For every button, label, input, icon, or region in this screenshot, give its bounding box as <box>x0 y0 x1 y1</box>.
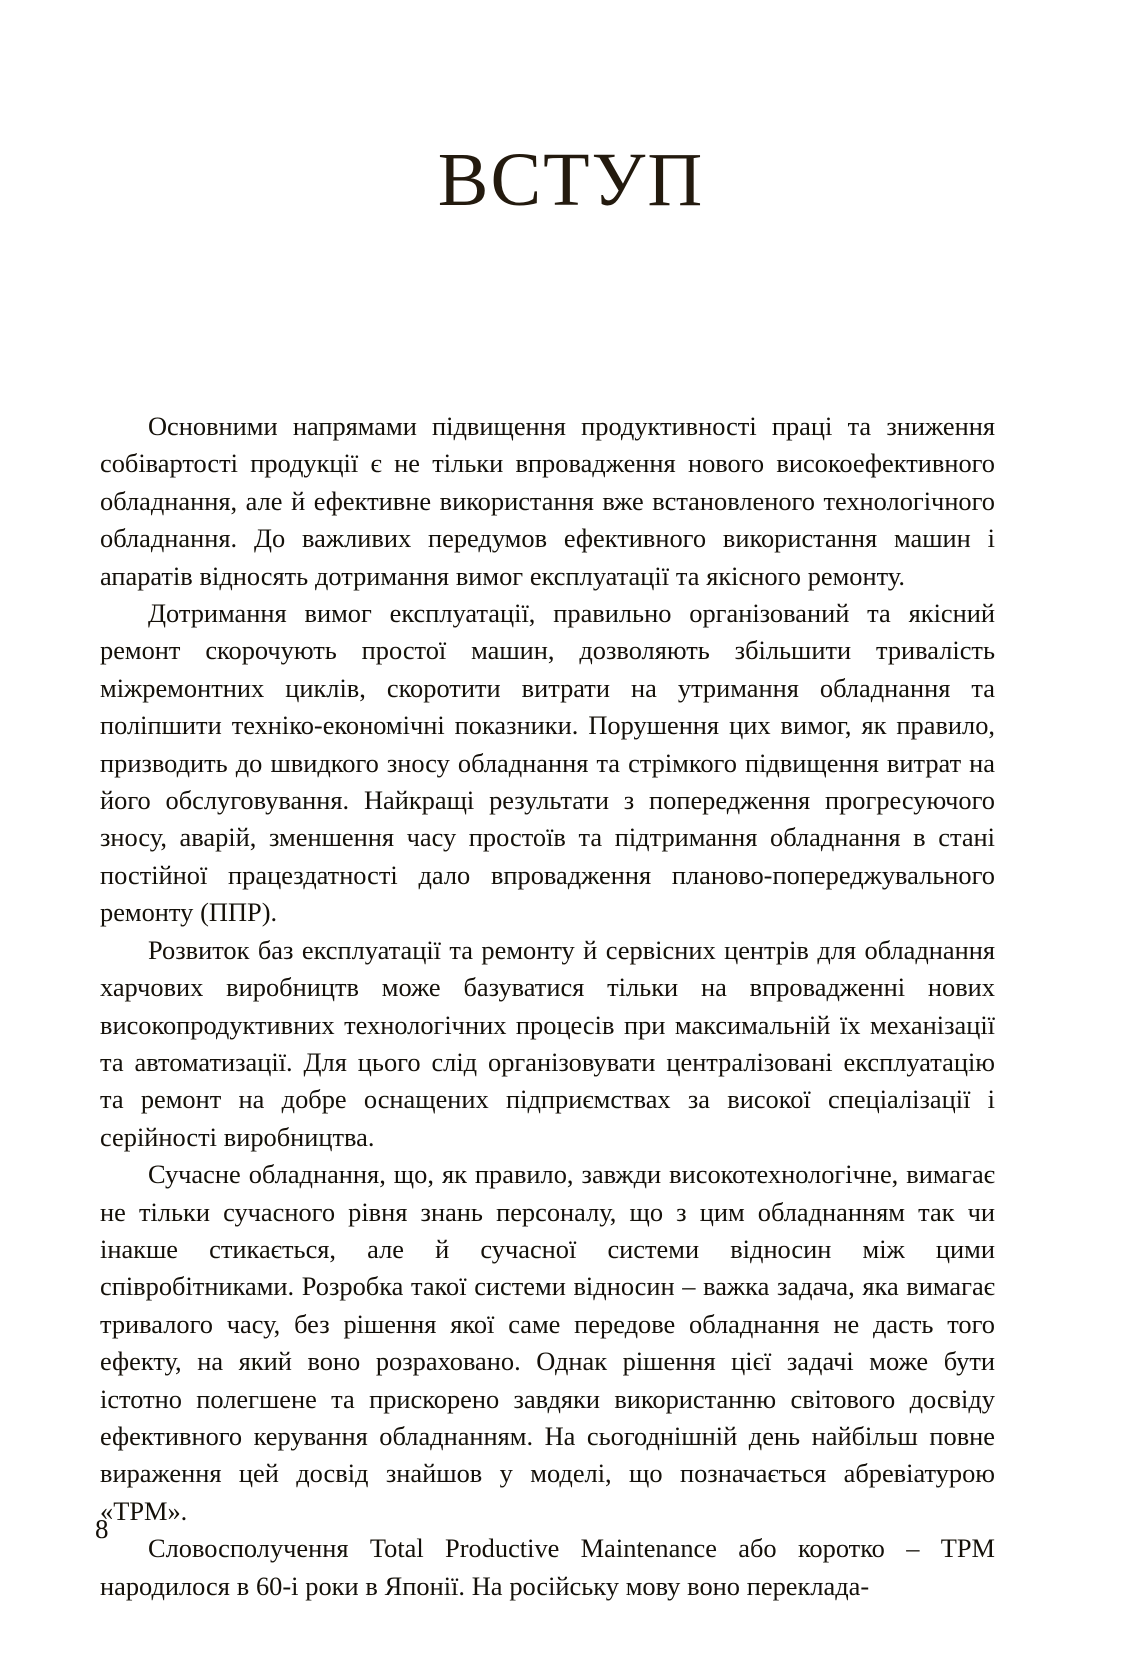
page-title: ВСТУП <box>437 138 705 222</box>
paragraph-2: Дотримання вимог експлуатації, правильно організований та якісний ремонт скорочують простої машин, дозволяють збільшити тривалість міжремонтних циклів, скоротити витрати на утримання обладнання та поліпшити техніко-економічні показники. Порушення цих вимог, як правило, призводить до швидкого зносу обладнання та стрімкого підвищення витрат на його обслуговування. Найкращі результати з попередження прогресуючого зносу, аварій, зменшення часу простоїв та підтримання обладнання в стані постійної працездатності дало впровадження планово-попереджувального ремонту (ППР). <box>100 598 995 928</box>
paragraph-1: Основними напрямами підвищення продуктивності праці та зниження собівартості продукції є не тільки впровадження нового високоефективного обладнання, але й ефективне використання вже встановленого технологічного обладнання. До важливих передумов ефективного використання машин і апаратів відносять дотримання вимог експлуатації та якісного ремонту. <box>100 411 995 591</box>
page-number: 8 <box>95 1514 109 1544</box>
paragraph-3: Розвиток баз експлуатації та ремонту й сервісних центрів для обладнання харчових виробництв може базуватися тільки на впровадженні нових високопродуктивних технологічних процесів при максимальній їх механізації та автоматизації. Для цього слід організовувати централізовані експлуатацію та ремонт на добре оснащених підприємствах за високої спеціалізації і серійності виробництва. <box>100 934 995 1152</box>
paragraph-5: Словосполучення Total Productive Maintenance або коротко – ТРМ народилося в 60-і роки в Японії. На російську мову воно переклада- <box>100 1533 995 1601</box>
paragraph-4: Сучасне обладнання, що, як правило, завжди високотехнологічне, вимагає не тільки сучасного рівня знань персоналу, що з цим обладнанням так чи інакше стикається, але й сучасної системи відносин між цими співробітниками. Розробка такої системи відносин – важка задача, яка вимагає тривалого часу, без рішення якої саме передове обладнання не дасть того ефекту, на який воно розраховано. Однак рішення цієї задачі може бути істотно полегшене та прискорено завдяки використанню світового досвіду ефективного керування обладнанням. На сьогоднішній день найбільш повне вираження цей досвід знайшов у моделі, що позначається абревіатурою «ТРМ». <box>100 1159 995 1526</box>
body-text-block <box>100 408 995 1605</box>
